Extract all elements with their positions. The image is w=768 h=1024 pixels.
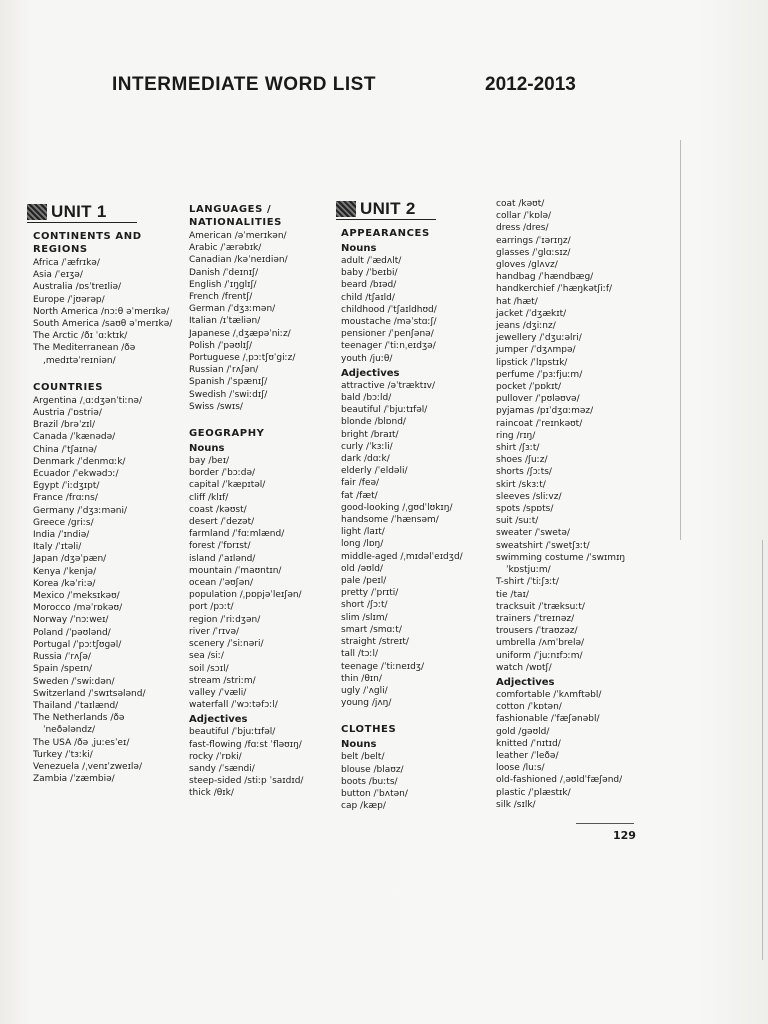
word-entry: pullover /ˈpʊləʊvə/ xyxy=(496,394,580,405)
word-entry: pale /peɪl/ xyxy=(341,576,387,587)
unit-1-marker xyxy=(27,202,107,222)
word-entry: coat /kəʊt/ xyxy=(496,199,545,209)
word-entry: jacket /ˈdʒækɪt/ xyxy=(496,308,567,319)
word-entry: waterfall /ˈwɔːtəfɔːl/ xyxy=(189,700,278,711)
unit-1-label: UNIT 1 xyxy=(51,202,107,221)
word-entry: fast-flowing /fɑːst ˈfləʊɪŋ/ xyxy=(189,739,302,750)
word-entry: The Mediterranean /ðə xyxy=(33,343,136,354)
word-entry: bay /beɪ/ xyxy=(189,456,230,467)
word-entry: old-fashioned /ˌəʊldˈfæʃənd/ xyxy=(496,775,623,786)
word-list xyxy=(341,255,491,365)
section-heading: COUNTRIES xyxy=(33,381,104,393)
word-entry: attractive /əˈtræktɪv/ xyxy=(341,380,436,391)
word-list xyxy=(496,689,656,811)
word-entry: uniform /ˈjuːnɪfɔːm/ xyxy=(496,650,583,661)
word-entry: port /pɔːt/ xyxy=(189,602,234,613)
page-number: 129 xyxy=(613,829,636,842)
word-entry: child /tʃaɪld/ xyxy=(341,292,395,303)
word-entry: Russian /ˈrʌʃən/ xyxy=(189,365,259,376)
word-list xyxy=(189,455,329,711)
word-entry: Swedish /ˈswiːdɪʃ/ xyxy=(189,389,268,400)
word-entry: Switzerland /ˈswɪtsələnd/ xyxy=(33,688,146,699)
word-entry: curly /ˈkɜːli/ xyxy=(341,441,393,452)
word-entry: ˈneðələndz/ xyxy=(43,725,95,736)
word-entry: island /ˈaɪlənd/ xyxy=(189,553,256,564)
word-entry: Zambia /ˈzæmbiə/ xyxy=(33,774,115,785)
unit-2-rule xyxy=(336,219,436,220)
word-entry: river /ˈrɪvə/ xyxy=(189,626,240,637)
word-entry: raincoat /ˈreɪnkəʊt/ xyxy=(496,418,583,429)
word-entry: baby /ˈbeɪbi/ xyxy=(341,268,398,279)
word-entry: jeans /dʒiːnz/ xyxy=(496,321,556,332)
word-entry: Morocco /məˈrɒkəʊ/ xyxy=(33,603,123,614)
word-entry: plastic /ˈplæstɪk/ xyxy=(496,787,571,798)
word-entry: Venezuela /ˌvenɪˈzweɪlə/ xyxy=(33,761,143,772)
word-entry: Polish /ˈpəʊlɪʃ/ xyxy=(189,340,253,351)
word-entry: Egypt /ˈiːdʒɪpt/ xyxy=(33,481,100,492)
word-entry: Korea /kəˈriːə/ xyxy=(33,578,96,589)
word-entry: smart /smɑːt/ xyxy=(341,624,402,635)
word-list xyxy=(341,380,491,709)
word-entry: scenery /ˈsiːnəri/ xyxy=(189,639,264,650)
word-entry: The Netherlands /ðə xyxy=(33,713,125,724)
word-entry: sleeves /sliːvz/ xyxy=(496,491,562,502)
word-entry: tall /tɔːl/ xyxy=(341,649,378,660)
word-entry: Greece /griːs/ xyxy=(33,517,94,528)
word-entry: hat /hæt/ xyxy=(496,296,538,307)
word-entry: moustache /məˈstɑːʃ/ xyxy=(341,317,437,328)
word-entry: straight /streɪt/ xyxy=(341,637,409,648)
unit-square-icon xyxy=(27,204,47,220)
section-heading: CONTINENTS AND REGIONS xyxy=(33,231,142,255)
word-entry: French /frentʃ/ xyxy=(189,292,253,303)
word-entry: North America /nɔːθ əˈmerɪkə/ xyxy=(33,306,170,317)
word-entry: suit /suːt/ xyxy=(496,516,539,527)
word-entry: cliff /klɪf/ xyxy=(189,492,229,503)
word-entry: Kenya /ˈkenjə/ xyxy=(33,566,97,577)
word-entry: ring /rɪŋ/ xyxy=(496,430,536,441)
word-entry: dress /dres/ xyxy=(496,223,549,234)
word-entry: perfume /ˈpɜːfjuːm/ xyxy=(496,369,583,380)
word-entry: Denmark /ˈdenmɑːk/ xyxy=(33,456,126,467)
section-heading: GEOGRAPHY xyxy=(189,428,265,440)
word-entry: youth /juːθ/ xyxy=(341,353,393,364)
word-entry: comfortable /ˈkʌmftəbl/ xyxy=(496,689,602,700)
word-entry: cap /kæp/ xyxy=(341,801,386,812)
word-entry: region /ˈriːdʒən/ xyxy=(189,614,261,625)
word-entry: slim /slɪm/ xyxy=(341,612,388,623)
word-entry: teenage /ˈtiːneɪdʒ/ xyxy=(341,661,425,672)
word-entry: ,medɪtəˈreɪniən/ xyxy=(43,355,116,366)
word-entry: Spanish /ˈspænɪʃ/ xyxy=(189,377,268,388)
word-entry: adult /ˈædʌlt/ xyxy=(341,256,402,266)
word-entry: earrings /ˈɪərɪŋz/ xyxy=(496,235,571,246)
word-entry: tie /taɪ/ xyxy=(496,589,529,600)
word-entry: beautiful /ˈbjuːtɪfəl/ xyxy=(341,405,428,416)
word-list xyxy=(33,257,178,367)
word-entry: Europe /ˈjʊərəp/ xyxy=(33,294,105,305)
word-entry: blouse /blaʊz/ xyxy=(341,764,404,775)
word-entry: forest /ˈfɒrɪst/ xyxy=(189,541,251,552)
subsection-heading: Adjectives xyxy=(189,714,248,726)
word-entry: young /jʌŋ/ xyxy=(341,698,392,709)
subsection-heading: Adjectives xyxy=(496,676,555,688)
subsection-heading: Nouns xyxy=(341,243,377,254)
word-entry: cotton /ˈkɒtən/ xyxy=(496,702,562,713)
column-unit-2 xyxy=(341,227,491,812)
word-entry: Canadian /kəˈneɪdiən/ xyxy=(189,255,288,266)
word-entry: beautiful /ˈbjuːtɪfəl/ xyxy=(189,727,276,738)
word-entry: Poland /ˈpəʊlənd/ xyxy=(33,627,111,638)
word-entry: knitted /ˈnɪtɪd/ xyxy=(496,738,561,749)
word-entry: Danish /ˈdeɪnɪʃ/ xyxy=(189,267,259,278)
word-list xyxy=(189,726,329,799)
word-entry: soil /sɔɪl/ xyxy=(189,663,229,674)
word-entry: coast /kəʊst/ xyxy=(189,504,247,515)
word-entry: handsome /ˈhænsəm/ xyxy=(341,515,439,526)
word-list xyxy=(189,230,329,413)
word-entry: shoes /ʃuːz/ xyxy=(496,455,548,466)
word-entry: skirt /skɜːt/ xyxy=(496,479,546,490)
word-entry: loose /luːs/ xyxy=(496,763,545,774)
word-entry: jewellery /ˈdʒuːəlri/ xyxy=(496,333,582,344)
word-entry: button /ˈbʌtən/ xyxy=(341,788,408,799)
word-entry: fashionable /ˈfæʃənəbl/ xyxy=(496,714,600,725)
word-entry: Japanese /ˌdʒæpəˈniːz/ xyxy=(189,328,291,339)
word-entry: pocket /ˈpɒkɪt/ xyxy=(496,382,562,393)
word-entry: Australia /ɒsˈtreɪliə/ xyxy=(33,282,122,293)
word-entry: valley /ˈvæli/ xyxy=(189,687,247,698)
word-entry: Sweden /ˈswiːdən/ xyxy=(33,676,115,687)
word-entry: Thailand /ˈtaɪlænd/ xyxy=(33,700,119,711)
word-entry: Italy /ˈɪtəli/ xyxy=(33,542,82,553)
word-entry: T-shirt /ˈtiːʃɜːt/ xyxy=(496,577,559,588)
word-entry: beard /bɪəd/ xyxy=(341,280,397,291)
word-entry: good-looking /ˌgʊdˈlʊkɪŋ/ xyxy=(341,502,453,513)
word-entry: Russia /ˈrʌʃə/ xyxy=(33,652,91,663)
word-entry: The USA /ðə ˌjuːesˈeɪ/ xyxy=(33,737,130,748)
word-entry: Mexico /ˈmeksɪkəʊ/ xyxy=(33,591,120,602)
subsection-heading: Adjectives xyxy=(341,367,400,379)
word-entry: Canada /ˈkænədə/ xyxy=(33,432,116,443)
word-entry: handkerchief /ˈhæŋkətʃiːf/ xyxy=(496,284,613,295)
word-entry: thick /θɪk/ xyxy=(189,788,234,799)
word-entry: Swiss /swɪs/ xyxy=(189,401,243,412)
word-entry: Africa /ˈæfrɪkə/ xyxy=(33,258,100,268)
scan-edge-mark xyxy=(762,540,763,960)
word-entry: Portugal /ˈpɔːtʃʊgəl/ xyxy=(33,639,122,650)
word-entry: China /ˈtʃaɪnə/ xyxy=(33,444,97,455)
word-entry: boots /buːts/ xyxy=(341,776,398,787)
word-entry: Austria /ˈɒstriə/ xyxy=(33,408,102,419)
word-entry: bright /braɪt/ xyxy=(341,429,399,440)
word-entry: pretty /ˈprɪti/ xyxy=(341,588,399,599)
word-entry: capital /ˈkæpɪtəl/ xyxy=(189,480,266,491)
word-entry: Japan /dʒəˈpæn/ xyxy=(33,554,107,565)
word-entry: stream /striːm/ xyxy=(189,675,256,686)
word-entry: glasses /ˈglɑːsɪz/ xyxy=(496,247,571,258)
word-entry: sweater /ˈswetə/ xyxy=(496,528,570,539)
word-entry: watch /wɒtʃ/ xyxy=(496,662,552,673)
word-entry: fat /fæt/ xyxy=(341,490,378,501)
word-entry: Ecuador /ˈekwədɔː/ xyxy=(33,469,119,480)
word-entry: American /əˈmerɪkən/ xyxy=(189,231,287,241)
unit-square-icon xyxy=(336,201,356,217)
word-entry: silk /sɪlk/ xyxy=(496,799,536,810)
word-entry: umbrella /ʌmˈbrelə/ xyxy=(496,638,585,649)
word-entry: German /ˈdʒɜːmən/ xyxy=(189,304,276,315)
word-entry: thin /θɪn/ xyxy=(341,673,382,684)
word-entry: shirt /ʃɜːt/ xyxy=(496,443,540,454)
word-entry: rocky /ˈrɒki/ xyxy=(189,751,242,762)
word-entry: childhood /ˈtʃaɪldhʊd/ xyxy=(341,304,437,315)
page-year: 2012-2013 xyxy=(485,74,576,95)
word-entry: Argentina /ˌɑːdʒənˈtiːnə/ xyxy=(33,395,142,406)
word-entry: handbag /ˈhændbæg/ xyxy=(496,272,594,283)
word-entry: sweatshirt /ˈswetʃɜːt/ xyxy=(496,540,590,551)
word-entry: bald /bɔːld/ xyxy=(341,393,392,404)
word-entry: trousers /ˈtraʊzəz/ xyxy=(496,626,578,637)
word-entry: swimming costume /ˈswɪmɪŋ xyxy=(496,552,626,563)
word-entry: teenager /ˈtiːnˌeɪdʒə/ xyxy=(341,341,436,352)
word-entry: France /frɑːns/ xyxy=(33,493,98,504)
word-list xyxy=(341,751,491,812)
word-entry: Portuguese /ˌpɔːtʃʊˈgiːz/ xyxy=(189,353,296,364)
word-entry: Asia /ˈeɪʒə/ xyxy=(33,270,83,281)
word-entry: pensioner /ˈpenʃənə/ xyxy=(341,329,434,340)
word-entry: gloves /glʌvz/ xyxy=(496,260,558,271)
word-entry: ugly /ˈʌgli/ xyxy=(341,685,388,696)
word-entry: blonde /blɒnd/ xyxy=(341,417,406,428)
word-entry: Arabic /ˈærəbɪk/ xyxy=(189,243,262,254)
page-number-rule xyxy=(576,823,634,824)
word-entry: South America /saʊθ əˈmerɪkə/ xyxy=(33,319,173,330)
word-entry: spots /spɒts/ xyxy=(496,504,554,515)
subsection-heading: Nouns xyxy=(341,739,377,751)
word-entry: steep-sided /stiːp ˈsaɪdɪd/ xyxy=(189,776,304,787)
word-entry: middle-aged /ˌmɪdəlˈeɪdʒd/ xyxy=(341,551,463,562)
column-clothes-continued xyxy=(496,198,656,811)
word-entry: sandy /ˈsændi/ xyxy=(189,763,255,774)
column-unit-1 xyxy=(33,230,178,785)
column-languages-geography xyxy=(189,203,329,800)
word-entry: pyjamas /pɪˈdʒɑːməz/ xyxy=(496,406,594,417)
word-entry: Brazil /brəˈzɪl/ xyxy=(33,420,96,431)
word-entry: light /laɪt/ xyxy=(341,527,385,538)
word-entry: mountain /ˈmaʊntɪn/ xyxy=(189,565,282,576)
word-entry: Italian /ɪˈtæliən/ xyxy=(189,316,261,327)
word-entry: dark /dɑːk/ xyxy=(341,454,390,465)
word-entry: sea /siː/ xyxy=(189,651,224,662)
word-entry: collar /ˈkɒlə/ xyxy=(496,211,552,222)
word-entry: Spain /speɪn/ xyxy=(33,664,93,675)
word-entry: The Arctic /ðɪ ˈɑːktɪk/ xyxy=(33,331,128,342)
word-entry: ocean /ˈəʊʃən/ xyxy=(189,578,253,589)
unit-1-rule xyxy=(27,222,137,223)
word-list xyxy=(33,395,178,786)
word-entry: leather /ˈleðə/ xyxy=(496,750,559,761)
subsection-heading: Nouns xyxy=(189,443,225,455)
word-entry: tracksuit /ˈtræksuːt/ xyxy=(496,601,585,612)
word-entry: trainers /ˈtreɪnəz/ xyxy=(496,613,575,624)
word-entry: Norway /ˈnɔːweɪ/ xyxy=(33,615,109,626)
section-heading: CLOTHES xyxy=(341,724,397,736)
word-entry: lipstick /ˈlɪpstɪk/ xyxy=(496,357,568,368)
word-entry: population /ˌpɒpjəˈleɪʃən/ xyxy=(189,590,302,601)
unit-2-label: UNIT 2 xyxy=(360,199,416,218)
word-entry: desert /ˈdezət/ xyxy=(189,517,255,528)
word-entry: gold /gəʊld/ xyxy=(496,726,550,737)
word-entry: Turkey /ˈtɜːki/ xyxy=(33,749,93,760)
word-entry: long /lɒŋ/ xyxy=(341,539,384,550)
word-entry: belt /belt/ xyxy=(341,752,385,763)
word-entry: border /ˈbɔːdə/ xyxy=(189,468,256,479)
word-entry: English /ˈɪŋglɪʃ/ xyxy=(189,279,257,290)
page-title: INTERMEDIATE WORD LIST xyxy=(112,74,376,95)
word-entry: Germany /ˈdʒɜːməni/ xyxy=(33,505,128,516)
word-list xyxy=(496,198,656,674)
section-heading: LANGUAGES / NATIONALITIES xyxy=(189,204,282,228)
section-heading: APPEARANCES xyxy=(341,228,430,239)
scan-edge-mark xyxy=(680,140,681,540)
word-entry: old /əʊld/ xyxy=(341,563,383,574)
word-entry: farmland /ˈfɑːmlænd/ xyxy=(189,529,285,540)
word-entry: India /ˈɪndiə/ xyxy=(33,530,90,541)
word-entry: fair /feə/ xyxy=(341,478,380,489)
word-entry: short /ʃɔːt/ xyxy=(341,600,388,611)
word-entry: elderly /ˈeldəli/ xyxy=(341,466,408,477)
word-entry: ˈkɒstjuːm/ xyxy=(506,565,551,576)
unit-2-marker xyxy=(336,199,416,219)
word-entry: shorts /ʃɔːts/ xyxy=(496,467,552,478)
word-entry: jumper /ˈdʒʌmpə/ xyxy=(496,345,576,356)
